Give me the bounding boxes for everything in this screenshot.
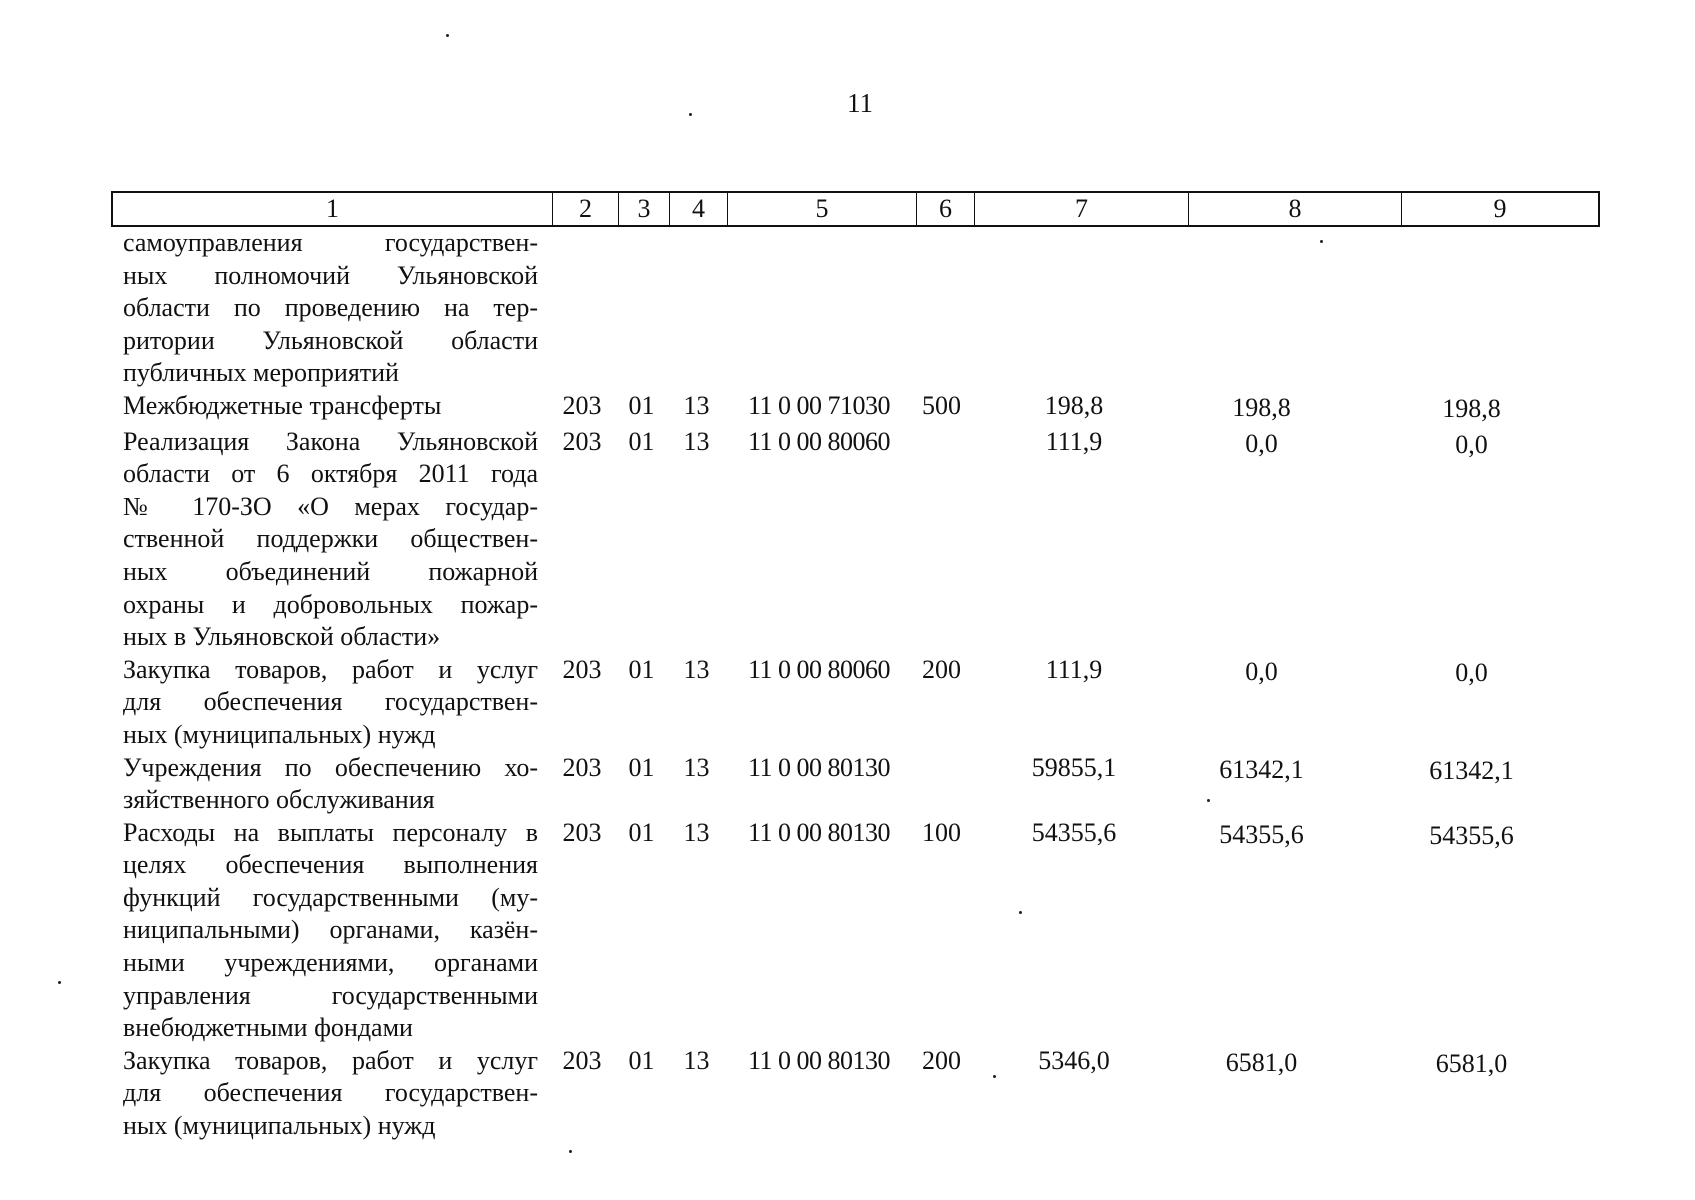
cell-col-2: 203 xyxy=(562,390,602,420)
cell-col-5: 11 0 00 71030 xyxy=(747,390,891,420)
cell-col-3: 01 xyxy=(628,654,655,684)
table-row xyxy=(123,1045,1603,1143)
row-description: Расходы на выплаты персоналу в целях обеспечения выполнения функций государственными (му- ниципальными) органами, казён- ными учреждениями, органами управления государственными внебюджетными фондами xyxy=(123,817,538,1043)
table-row xyxy=(123,426,1603,654)
cell-col-6: 500 xyxy=(922,390,961,420)
header-col-8: 8 xyxy=(1189,193,1402,225)
row-description: Закупка товаров, работ и услуг для обеспечения государствен- ных (муниципальных) нужд xyxy=(123,654,538,749)
row-description: Учреждения по обеспечению хо- зяйственного обслуживания xyxy=(123,752,538,815)
cell-col-6: 200 xyxy=(922,654,961,684)
header-col-2: 2 xyxy=(553,193,619,225)
cell-col-8: 61342,1 xyxy=(1219,754,1304,784)
cell-col-2: 203 xyxy=(562,654,602,684)
cell-col-9: 0,0 xyxy=(1455,657,1488,687)
cell-col-5: 11 0 00 80130 xyxy=(747,1045,891,1075)
cell-col-9: 198,8 xyxy=(1442,393,1501,423)
cell-col-7: 198,8 xyxy=(1044,390,1104,420)
cell-col-7: 54355,6 xyxy=(1031,817,1117,847)
header-col-3: 3 xyxy=(619,193,670,225)
row-description: самоуправления государствен- ных полномочий Ульяновской области по проведению на тер- ритории Ульяновской области публичных мероприятий xyxy=(123,228,538,388)
cell-col-9 xyxy=(1364,227,1579,230)
cell-col-4: 13 xyxy=(683,1045,710,1075)
cell-col-4: 13 xyxy=(683,752,710,782)
header-col-9: 9 xyxy=(1493,194,1507,223)
header-col-1: 1 xyxy=(113,193,553,225)
cell-col-7: 111,9 xyxy=(1045,654,1103,684)
row-description: Межбюджетные трансферты xyxy=(123,390,442,420)
header-col-7: 7 xyxy=(975,193,1189,225)
cell-col-4: 13 xyxy=(683,390,710,420)
table-row xyxy=(123,817,1603,1045)
row-description: Реализация Закона Ульяновской области от 6 октября 2011 года № 170-ЗО «О мерах государ- ственной поддержки обществен- ных объединений пожарной охраны и добровольных пожар- ных в Ульяновской области» xyxy=(123,426,538,652)
table-header xyxy=(111,191,1600,227)
cell-col-2: 203 xyxy=(562,426,602,456)
table-row xyxy=(123,752,1603,817)
cell-col-9: 61342,1 xyxy=(1429,755,1514,785)
cell-col-6: 100 xyxy=(922,817,961,847)
cell-col-8: 6581,0 xyxy=(1225,1047,1298,1077)
cell-col-8: 54355,6 xyxy=(1219,819,1304,849)
scan-speck xyxy=(689,113,692,116)
table-row xyxy=(123,227,1603,390)
row-description: Закупка товаров, работ и услуг для обеспечения государствен- ных (муниципальных) нужд xyxy=(123,1045,538,1141)
cell-col-6: 200 xyxy=(922,1045,961,1075)
cell-col-7: 59855,1 xyxy=(1031,752,1117,782)
cell-col-3: 01 xyxy=(628,752,655,782)
header-col-6: 6 xyxy=(917,193,975,225)
scan-speck xyxy=(446,34,449,37)
cell-col-5: 11 0 00 80130 xyxy=(747,752,891,782)
cell-col-8 xyxy=(1159,227,1364,229)
page-number: 11 xyxy=(847,88,873,118)
cell-col-8: 198,8 xyxy=(1232,392,1291,422)
scan-speck xyxy=(58,981,61,984)
cell-col-4: 13 xyxy=(683,654,710,684)
cell-col-2: 203 xyxy=(562,817,602,847)
cell-col-9: 54355,6 xyxy=(1429,820,1514,850)
table-row xyxy=(123,390,1603,426)
cell-col-7: 111,9 xyxy=(1045,426,1103,456)
header-col-5: 5 xyxy=(728,193,917,225)
cell-col-8: 0,0 xyxy=(1245,656,1278,686)
cell-col-3: 01 xyxy=(628,426,655,456)
cell-col-9: 0,0 xyxy=(1455,429,1488,459)
cell-col-5: 11 0 00 80060 xyxy=(747,426,891,456)
header-col-4: 4 xyxy=(670,193,728,225)
cell-col-3: 01 xyxy=(628,390,655,420)
cell-col-2: 203 xyxy=(562,752,602,782)
table-body xyxy=(123,227,1603,1143)
table-row xyxy=(123,654,1603,752)
cell-col-7: 5346,0 xyxy=(1038,1045,1110,1075)
cell-col-5: 11 0 00 80060 xyxy=(747,654,891,684)
cell-col-4: 13 xyxy=(683,817,710,847)
cell-col-8: 0,0 xyxy=(1245,428,1278,458)
cell-col-9: 6581,0 xyxy=(1435,1048,1508,1078)
cell-col-5: 11 0 00 80130 xyxy=(747,817,891,847)
cell-col-2: 203 xyxy=(562,1045,602,1075)
scan-speck xyxy=(569,1150,572,1153)
cell-col-3: 01 xyxy=(628,1045,655,1075)
cell-col-3: 01 xyxy=(628,817,655,847)
cell-col-4: 13 xyxy=(683,426,710,456)
